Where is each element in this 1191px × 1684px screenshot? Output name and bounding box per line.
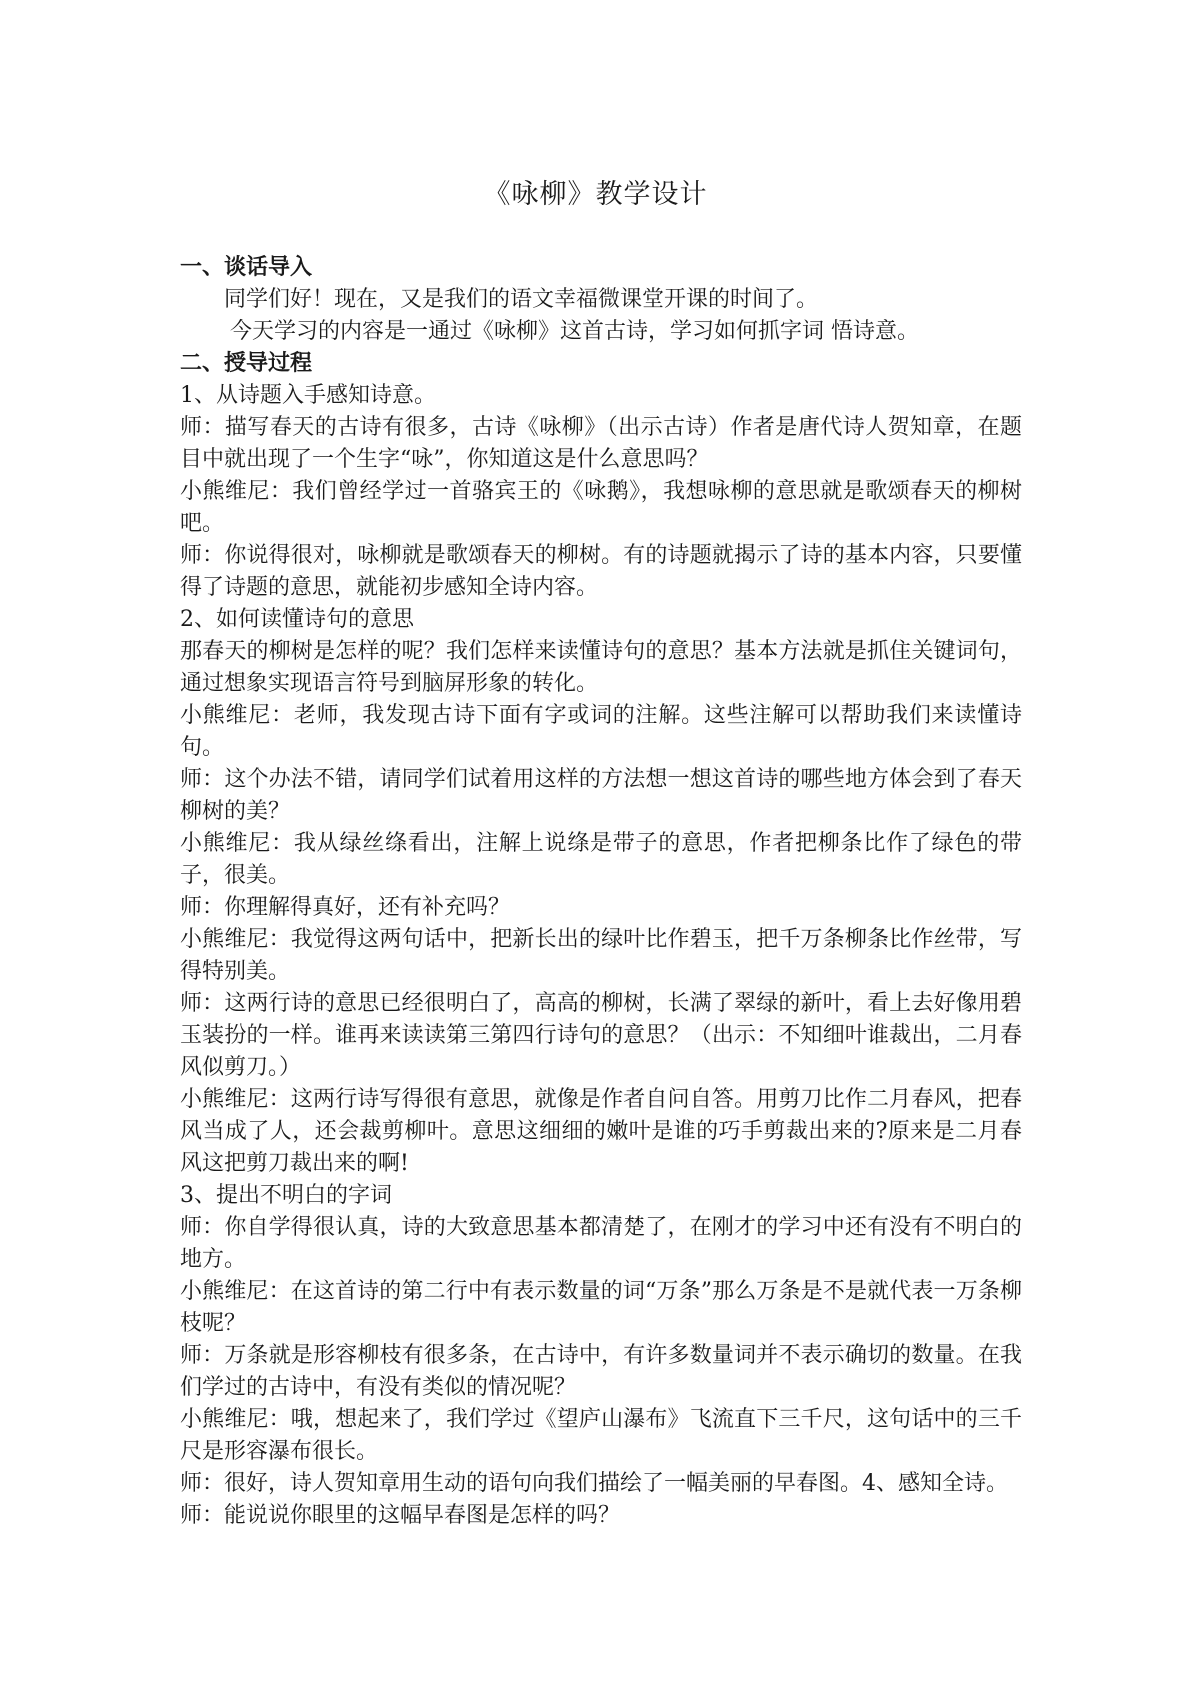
dialogue-paragraph: 师：这个办法不错，请同学们试着用这样的方法想一想这首诗的哪些地方体会到了春天柳树的美？	[180, 767, 1022, 824]
paragraph: 那春天的柳树是怎样的呢？我们怎样来读懂诗句的意思？基本方法就是抓住关键词句，通过想象实现语言符号到脑屏形象的转化。	[180, 639, 1022, 696]
dialogue-paragraph: 小熊维尼：我觉得这两句话中，把新长出的绿叶比作碧玉，把千万条柳条比作丝带，写得特别美。	[180, 927, 1022, 984]
dialogue-paragraph: 师：能说说你眼里的这幅早春图是怎样的吗？	[180, 1503, 621, 1528]
dialogue-paragraph: 师：万条就是形容柳枝有很多条，在古诗中，有许多数量词并不表示确切的数量。在我们学过的古诗中，有没有类似的情况呢？	[180, 1343, 1022, 1400]
dialogue-paragraph: 师：这两行诗的意思已经很明白了，高高的柳树，长满了翠绿的新叶，看上去好像用碧玉装扮的一样。谁再来读读第三第四行诗句的意思？（出示：不知细叶谁裁出，二月春风似剪刀。）	[180, 991, 1022, 1080]
section-heading-intro: 一、谈话导入	[180, 255, 313, 280]
dialogue-paragraph: 小熊维尼：老师，我发现古诗下面有字或词的注解。这些注解可以帮助我们来读懂诗句。	[180, 703, 1022, 760]
dialogue-paragraph: 小熊维尼：哦，想起来了，我们学过《望庐山瀑布》飞流直下三千尺，这句话中的三千尺是形容瀑布很长。	[180, 1407, 1022, 1464]
dialogue-paragraph: 师：描写春天的古诗有很多，古诗《咏柳》（出示古诗）作者是唐代诗人贺知章，在题目中就出现了一个生字“咏”，你知道这是什么意思吗？	[180, 415, 1022, 472]
dialogue-paragraph: 小熊维尼：我们曾经学过一首骆宾王的《咏鹅》，我想咏柳的意思就是歌颂春天的柳树吧。	[180, 479, 1022, 536]
section-heading-process: 二、授导过程	[180, 351, 313, 376]
paragraph: 同学们好！现在，又是我们的语文幸福微课堂开课的时间了。	[224, 287, 819, 312]
document-title: 《咏柳》教学设计	[483, 179, 708, 210]
dialogue-paragraph: 师：你理解得真好，还有补充吗？	[180, 895, 511, 920]
subsection-heading: 2、如何读懂诗句的意思	[180, 607, 414, 632]
dialogue-paragraph: 小熊维尼：在这首诗的第二行中有表示数量的词“万条”那么万条是不是就代表一万条柳枝呢？	[180, 1279, 1022, 1336]
dialogue-paragraph: 师：你自学得很认真，诗的大致意思基本都清楚了，在刚才的学习中还有没有不明白的地方。	[180, 1215, 1022, 1272]
paragraph: 今天学习的内容是一通过《咏柳》这首古诗，学习如何抓字词 悟诗意。	[230, 319, 919, 344]
dialogue-paragraph: 小熊维尼：我从绿丝绦看出，注解上说绦是带子的意思，作者把柳条比作了绿色的带子，很美。	[180, 831, 1022, 888]
dialogue-paragraph: 小熊维尼：这两行诗写得很有意思，就像是作者自问自答。用剪刀比作二月春风，把春风当成了人，还会裁剪柳叶。意思这细细的嫩叶是谁的巧手剪裁出来的?原来是二月春风这把剪刀裁出来的啊!	[180, 1087, 1022, 1176]
dialogue-paragraph: 师：你说得很对，咏柳就是歌颂春天的柳树。有的诗题就揭示了诗的基本内容，只要懂得了诗题的意思，就能初步感知全诗内容。	[180, 543, 1022, 600]
subsection-heading: 1、从诗题入手感知诗意。	[180, 383, 436, 408]
subsection-heading: 3、提出不明白的字词	[180, 1183, 392, 1208]
document-body	[180, 252, 1022, 1532]
dialogue-paragraph: 师：很好，诗人贺知章用生动的语句向我们描绘了一幅美丽的早春图。4、感知全诗。	[180, 1471, 1008, 1496]
